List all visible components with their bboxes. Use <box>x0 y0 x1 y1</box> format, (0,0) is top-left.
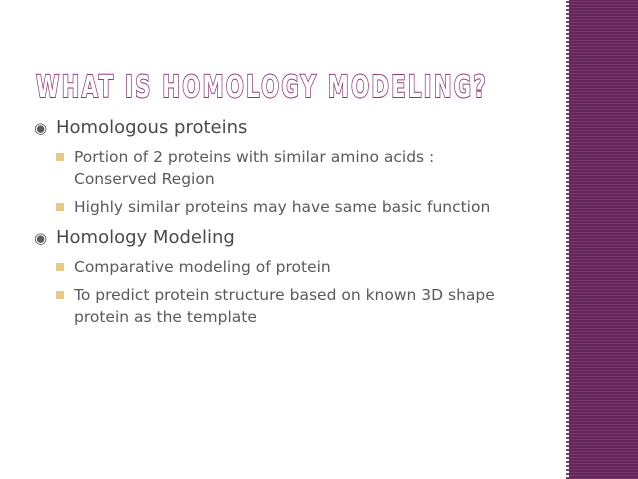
list-item <box>34 196 554 218</box>
square-bullet-icon <box>56 146 74 161</box>
list-item-text: To predict protein structure based on known 3D shape protein as the template <box>74 286 495 326</box>
section-heading: Homologous proteins <box>56 117 248 138</box>
section-homologous-proteins <box>34 116 554 140</box>
radio-bullet-icon: ◉ <box>34 119 48 137</box>
list-item-text: Comparative modeling of protein <box>74 258 331 276</box>
list-item-text: Highly similar proteins may have same basic function <box>74 198 491 216</box>
square-bullet-icon <box>56 284 74 299</box>
radio-bullet-icon: ◉ <box>34 229 48 247</box>
list-item-text: Portion of 2 proteins with similar amino acids : Conserved Region <box>74 148 435 188</box>
section-heading: Homology Modeling <box>56 227 235 248</box>
decorative-side-bar <box>569 0 638 479</box>
slide-content <box>34 116 554 334</box>
section-homology-modeling <box>34 226 554 250</box>
slide-title-container <box>34 66 554 106</box>
list-item <box>34 284 554 328</box>
square-bullet-icon <box>56 196 74 211</box>
list-item <box>34 146 554 190</box>
slide-title: WHAT IS HOMOLOGY MODELING? <box>36 70 488 105</box>
list-item <box>34 256 554 278</box>
square-bullet-icon <box>56 256 74 271</box>
